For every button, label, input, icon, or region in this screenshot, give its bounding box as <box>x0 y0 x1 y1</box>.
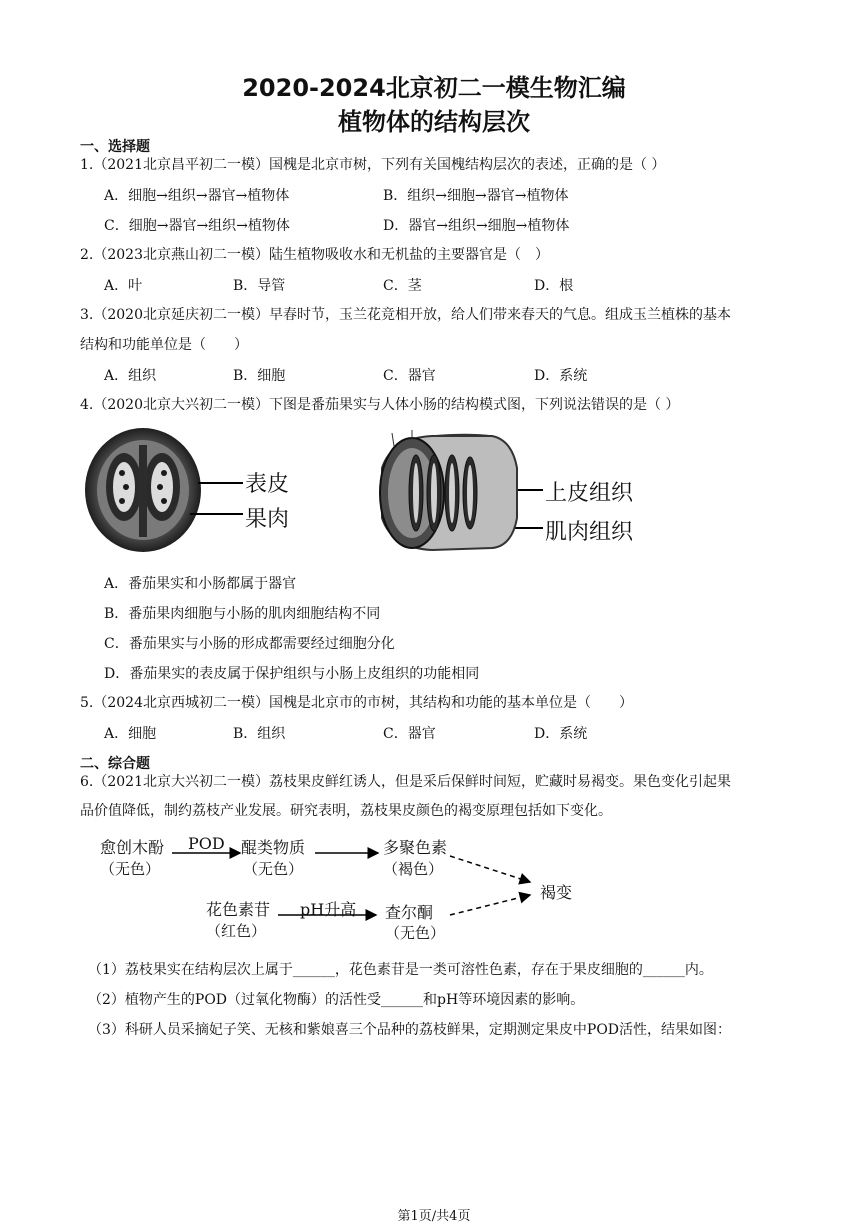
question-4-stem: 4.（2020北京大兴初二一模）下图是番茄果实与人体小肠的结构模式图，下列说法错误的是（ ） <box>80 397 680 413</box>
q3-option-d: D．系统 <box>534 368 588 384</box>
rxn-quinone: 醌类物质 <box>241 838 306 857</box>
q2-option-b: B．导管 <box>233 278 286 294</box>
rxn-anthocyanin: 花色素苷 <box>206 900 271 919</box>
rxn-browning: 褐变 <box>540 883 573 902</box>
rxn-guaiacol-color: （无色） <box>100 860 161 878</box>
q1-option-b: B．组织→细胞→器官→植物体 <box>383 188 569 204</box>
q5-option-c: C．器官 <box>383 726 436 742</box>
intestine-label-epithelium: 上皮组织 <box>545 481 634 506</box>
rxn-polymer-pigment: 多聚色素 <box>383 838 448 857</box>
section-heading-choice: 一、选择题 <box>80 139 150 155</box>
page-title: 2020-2024北京初二一模生物汇编 <box>242 74 626 102</box>
q3-option-a: A．组织 <box>104 368 157 384</box>
question-5-stem: 5.（2024北京西城初二一模）国槐是北京市的市树，其结构和功能的基本单位是（ ） <box>80 695 633 711</box>
q1-option-c: C．细胞→器官→组织→植物体 <box>104 218 290 234</box>
rxn-quinone-color: （无色） <box>243 860 304 878</box>
rxn-polymer-color: （褐色） <box>383 860 444 878</box>
q1-option-a: A．细胞→组织→器官→植物体 <box>104 188 290 204</box>
q4-option-a: A．番茄果实和小肠都属于器官 <box>104 576 297 592</box>
q2-option-d: D．根 <box>534 278 574 294</box>
q6-sub-question-3: （3）科研人员采摘妃子笑、无核和紫娘喜三个品种的荔枝鲜果，定期测定果皮中POD活性，结果如图： <box>88 1022 732 1038</box>
q3-option-b: B．细胞 <box>233 368 286 384</box>
rxn-chalcone: 查尔酮 <box>385 903 434 922</box>
question-3-stem-line2: 结构和功能单位是（ ） <box>80 337 248 353</box>
q4-option-d: D．番茄果实的表皮属于保护组织与小肠上皮组织的功能相同 <box>104 666 480 682</box>
rxn-guaiacol: 愈创木酚 <box>100 838 165 857</box>
q5-option-a: A．细胞 <box>104 726 157 742</box>
section-heading-comprehensive: 二、综合题 <box>80 756 150 772</box>
question-6-stem-line1: 6.（2021北京大兴初二一模）荔枝果皮鲜红诱人，但是采后保鲜时间短，贮藏时易褐变。果色变化引起果 <box>80 774 731 790</box>
q5-option-d: D．系统 <box>534 726 588 742</box>
rxn-chalcone-color: （无色） <box>385 924 446 942</box>
q1-option-d: D．器官→组织→细胞→植物体 <box>383 218 570 234</box>
question-2-stem: 2.（2023北京燕山初二一模）陆生植物吸收水和无机盐的主要器官是（ ） <box>80 247 549 263</box>
q6-sub-question-2: （2）植物产生的POD（过氧化物酶）的活性受______和pH等环境因素的影响。 <box>88 992 585 1008</box>
q4-option-b: B．番茄果肉细胞与小肠的肌肉细胞结构不同 <box>104 606 381 622</box>
page-number: 第1页/共4页 <box>397 1209 471 1224</box>
rxn-pod-label: POD <box>188 834 225 853</box>
tomato-label-skin: 表皮 <box>245 472 290 497</box>
intestine-label-muscle: 肌肉组织 <box>545 520 634 545</box>
q4-option-c: C．番茄果实与小肠的形成都需要经过细胞分化 <box>104 636 395 652</box>
rxn-anthocyanin-color: （红色） <box>206 922 267 940</box>
rxn-ph-rise-label: pH升高 <box>300 900 357 919</box>
q6-sub-question-1: （1）荔枝果实在结构层次上属于______，花色素苷是一类可溶性色素，存在于果皮细胞的______内。 <box>88 962 713 978</box>
question-6-stem-line2: 品价值降低，制约荔枝产业发展。研究表明，荔枝果皮颜色的褐变原理包括如下变化。 <box>80 803 612 819</box>
question-1-stem: 1.（2021北京昌平初二一模）国槐是北京市树，下列有关国槐结构层次的表述，正确的是（ ） <box>80 157 666 173</box>
question-3-stem-line1: 3.（2020北京延庆初二一模）早春时节，玉兰花竞相开放，给人们带来春天的气息。组成玉兰植株的基本 <box>80 307 731 323</box>
q5-option-b: B．组织 <box>233 726 286 742</box>
page-subtitle: 植物体的结构层次 <box>338 108 530 136</box>
tomato-label-flesh: 果肉 <box>245 507 290 532</box>
q2-option-c: C．茎 <box>383 278 422 294</box>
q2-option-a: A．叶 <box>104 278 143 294</box>
q3-option-c: C．器官 <box>383 368 436 384</box>
